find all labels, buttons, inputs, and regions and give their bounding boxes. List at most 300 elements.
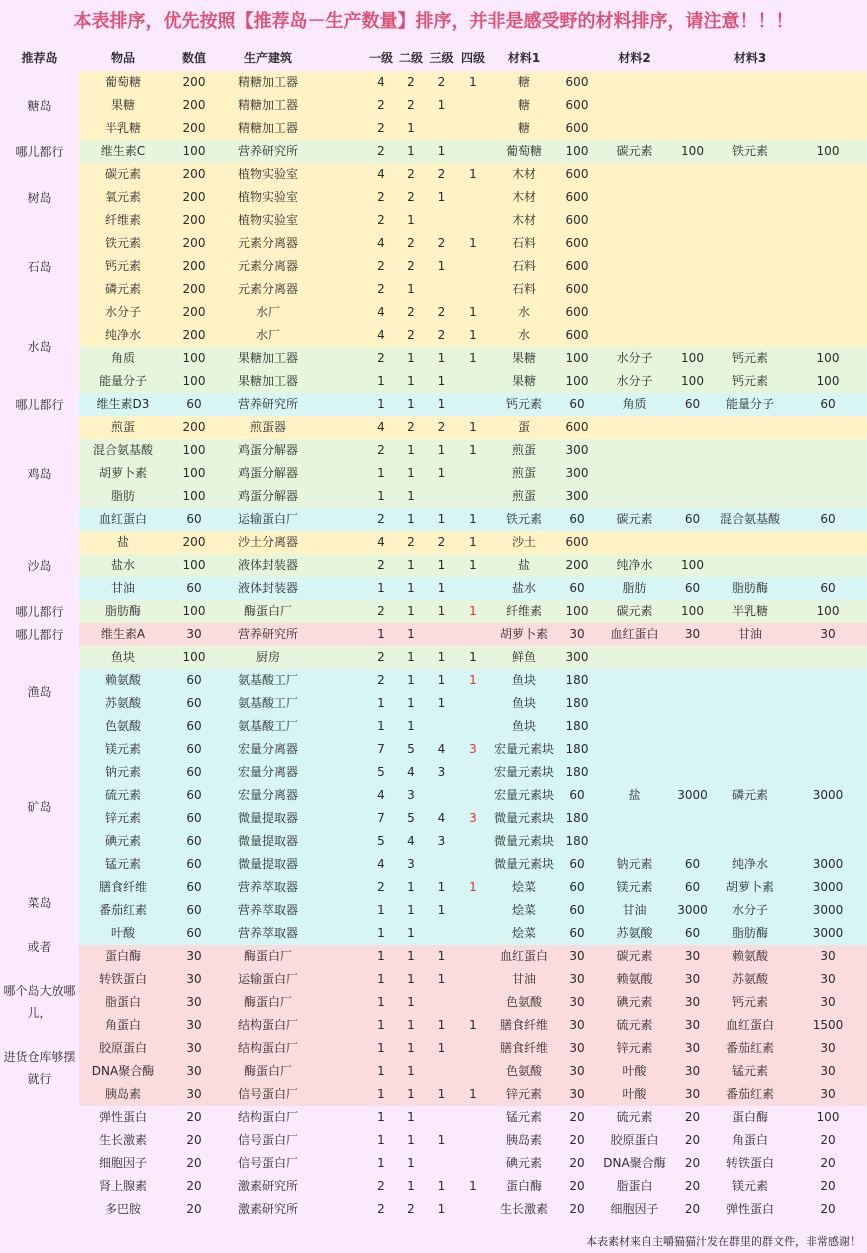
table-cell: 30	[674, 945, 711, 968]
table-cell	[315, 1083, 366, 1106]
table-cell: 纯净水	[595, 554, 674, 577]
table-cell: 2	[366, 209, 396, 232]
table-cell: 1	[396, 1060, 426, 1083]
table-cell: 1	[396, 393, 426, 416]
table-cell: 弹性蛋白	[79, 1106, 167, 1129]
table-cell	[789, 830, 867, 853]
table-cell: 20	[167, 1106, 221, 1129]
table-cell: 100	[167, 462, 221, 485]
table-cell: 4	[366, 784, 396, 807]
table-cell: 角蛋白	[711, 1129, 789, 1152]
table-cell: 钠元素	[595, 853, 674, 876]
table-cell: 3000	[789, 876, 867, 899]
table-cell	[315, 209, 366, 232]
table-cell: 1	[457, 600, 489, 623]
table-cell: 600	[559, 278, 595, 301]
table-cell: 碘元素	[595, 991, 674, 1014]
table-row	[0, 255, 867, 278]
table-cell	[595, 209, 674, 232]
table-cell: 1	[457, 163, 489, 186]
table-cell: 石料	[489, 278, 559, 301]
table-cell: 信号蛋白厂	[221, 1152, 315, 1175]
table-cell	[711, 232, 789, 255]
table-cell: 元素分离器	[221, 255, 315, 278]
table-cell: 1	[426, 1083, 457, 1106]
table-cell	[457, 186, 489, 209]
table-cell	[674, 439, 711, 462]
table-cell: 角蛋白	[79, 1014, 167, 1037]
table-cell: 100	[674, 600, 711, 623]
table-cell: 100	[559, 140, 595, 163]
table-cell: 4	[396, 761, 426, 784]
table-cell	[674, 255, 711, 278]
island-cell: 沙岛	[0, 531, 79, 600]
table-cell: 30	[559, 991, 595, 1014]
table-cell	[789, 692, 867, 715]
table-cell: 糖	[489, 71, 559, 94]
table-cell: 混合氨基酸	[79, 439, 167, 462]
table-cell: 1	[426, 600, 457, 623]
table-cell: 20	[559, 1175, 595, 1198]
table-cell	[315, 853, 366, 876]
table-cell	[711, 485, 789, 508]
table-cell: 180	[559, 761, 595, 784]
table-cell: 4	[396, 830, 426, 853]
table-cell: 1	[426, 577, 457, 600]
table-cell	[457, 370, 489, 393]
table-cell: 混合氨基酸	[711, 508, 789, 531]
table-cell	[315, 761, 366, 784]
table-cell: 木材	[489, 186, 559, 209]
table-cell: 果糖	[489, 347, 559, 370]
table-cell: 木材	[489, 209, 559, 232]
table-cell	[711, 94, 789, 117]
table-row	[0, 94, 867, 117]
table-row	[0, 715, 867, 738]
table-cell: 膳食纤维	[489, 1014, 559, 1037]
table-cell: 苏氨酸	[711, 968, 789, 991]
table-cell: 氨基酸工厂	[221, 692, 315, 715]
table-cell: 3	[396, 853, 426, 876]
table-cell: 30	[559, 968, 595, 991]
table-cell: 200	[167, 186, 221, 209]
table-cell	[315, 1014, 366, 1037]
table-cell: 胶原蛋白	[595, 1129, 674, 1152]
table-cell: 甘油	[711, 623, 789, 646]
table-cell: 甘油	[79, 577, 167, 600]
table-cell: 1	[396, 1129, 426, 1152]
table-cell: 脂肪	[595, 577, 674, 600]
table-cell	[315, 807, 366, 830]
table-cell	[789, 324, 867, 347]
table-cell: 1	[366, 1152, 396, 1175]
table-cell: 能量分子	[79, 370, 167, 393]
table-cell	[711, 186, 789, 209]
table-cell	[315, 692, 366, 715]
table-cell: 2	[396, 324, 426, 347]
table-cell	[595, 163, 674, 186]
island-cell: 鸡岛	[0, 416, 79, 531]
table-cell	[457, 1129, 489, 1152]
table-row	[0, 71, 867, 94]
table-cell: 30	[167, 945, 221, 968]
table-cell: 宏量分离器	[221, 761, 315, 784]
table-cell: 肾上腺素	[79, 1175, 167, 1198]
table-cell: 铁元素	[489, 508, 559, 531]
table-cell: 30	[674, 1083, 711, 1106]
table-row	[0, 232, 867, 255]
table-cell: 钙元素	[489, 393, 559, 416]
table-cell: 营养萃取器	[221, 922, 315, 945]
table-cell: 1	[396, 692, 426, 715]
table-cell: 鱼块	[79, 646, 167, 669]
table-cell: 100	[674, 140, 711, 163]
table-cell: 苏氨酸	[79, 692, 167, 715]
table-cell	[315, 439, 366, 462]
table-cell: 硫元素	[595, 1014, 674, 1037]
table-cell	[595, 301, 674, 324]
table-row	[0, 623, 867, 646]
table-cell: 水分子	[79, 301, 167, 324]
table-cell: 1	[426, 393, 457, 416]
table-cell: 1	[366, 462, 396, 485]
table-cell: 胡萝卜素	[79, 462, 167, 485]
table-cell: 1	[366, 1037, 396, 1060]
table-cell	[595, 669, 674, 692]
table-row	[0, 1014, 867, 1037]
table-cell: 100	[559, 600, 595, 623]
table-cell: 镁元素	[79, 738, 167, 761]
table-cell	[315, 347, 366, 370]
table-cell	[457, 1106, 489, 1129]
table-cell: 结构蛋白厂	[221, 1037, 315, 1060]
table-cell: 30	[167, 623, 221, 646]
table-cell: 钙元素	[711, 347, 789, 370]
table-cell: 1	[366, 577, 396, 600]
table-cell	[595, 324, 674, 347]
table-cell: 1	[426, 508, 457, 531]
table-cell: 1	[457, 232, 489, 255]
table-cell: 60	[559, 876, 595, 899]
table-cell: 1	[396, 646, 426, 669]
table-cell: 1	[426, 876, 457, 899]
table-cell: 180	[559, 738, 595, 761]
column-header: 材料3	[711, 45, 789, 71]
table-cell: 甘油	[489, 968, 559, 991]
table-cell: 20	[674, 1198, 711, 1221]
table-cell: 宏量元素块	[489, 784, 559, 807]
table-cell: 20	[167, 1175, 221, 1198]
island-cell	[0, 1106, 79, 1221]
table-cell: 1	[396, 968, 426, 991]
table-cell	[674, 232, 711, 255]
table-cell: 2	[366, 1198, 396, 1221]
table-cell: 1	[457, 876, 489, 899]
table-cell: 100	[789, 347, 867, 370]
table-cell	[315, 784, 366, 807]
table-cell: 微量元素块	[489, 853, 559, 876]
table-row	[0, 968, 867, 991]
table-cell	[789, 232, 867, 255]
table-cell: 水分子	[595, 370, 674, 393]
table-cell: 60	[167, 807, 221, 830]
table-cell: 30	[674, 623, 711, 646]
island-cell: 哪儿都行	[0, 393, 79, 416]
table-cell: 3	[457, 807, 489, 830]
table-cell	[457, 255, 489, 278]
column-header	[789, 45, 867, 71]
table-cell: 半乳糖	[711, 600, 789, 623]
table-cell: 600	[559, 324, 595, 347]
table-cell: 1	[426, 462, 457, 485]
table-cell	[426, 784, 457, 807]
table-cell: 钙元素	[711, 370, 789, 393]
table-cell	[457, 209, 489, 232]
table-cell: 30	[167, 1014, 221, 1037]
table-cell: 植物实验室	[221, 186, 315, 209]
table-cell	[674, 416, 711, 439]
table-cell: 木材	[489, 163, 559, 186]
table-cell	[711, 278, 789, 301]
table-cell: 60	[674, 393, 711, 416]
table-cell: 脂肪酶	[79, 600, 167, 623]
table-cell: 2	[396, 301, 426, 324]
table-row	[0, 117, 867, 140]
table-cell	[315, 991, 366, 1014]
table-cell: 1	[457, 531, 489, 554]
header-row	[0, 45, 867, 71]
table-cell: 1	[457, 416, 489, 439]
table-cell: 60	[674, 853, 711, 876]
table-cell: 沙土	[489, 531, 559, 554]
table-cell	[789, 715, 867, 738]
table-cell: 信号蛋白厂	[221, 1083, 315, 1106]
table-cell: 1	[457, 508, 489, 531]
table-row	[0, 1106, 867, 1129]
table-cell	[595, 439, 674, 462]
table-cell: 2	[396, 163, 426, 186]
table-cell	[789, 301, 867, 324]
table-cell	[315, 899, 366, 922]
table-cell: 精糖加工器	[221, 117, 315, 140]
table-cell: 1	[366, 1083, 396, 1106]
table-cell: 沙土分离器	[221, 531, 315, 554]
table-cell: 600	[559, 94, 595, 117]
table-cell: 盐水	[79, 554, 167, 577]
table-cell	[674, 485, 711, 508]
table-cell	[315, 1106, 366, 1129]
table-cell: 酶蛋白厂	[221, 1060, 315, 1083]
table-cell	[674, 324, 711, 347]
table-cell	[711, 462, 789, 485]
table-cell: 1	[457, 1175, 489, 1198]
table-cell: 180	[559, 715, 595, 738]
table-cell: 运输蛋白厂	[221, 508, 315, 531]
table-cell: 钙元素	[79, 255, 167, 278]
table-cell: 4	[366, 416, 396, 439]
table-row	[0, 577, 867, 600]
table-cell: 100	[789, 1106, 867, 1129]
table-cell: 30	[789, 1060, 867, 1083]
table-cell: 1	[457, 324, 489, 347]
table-cell: 600	[559, 416, 595, 439]
table-cell: 1	[366, 922, 396, 945]
table-cell: 锰元素	[489, 1106, 559, 1129]
table-cell: 30	[559, 1037, 595, 1060]
table-cell: 200	[167, 209, 221, 232]
table-row	[0, 439, 867, 462]
table-cell: 酶蛋白厂	[221, 600, 315, 623]
table-cell	[674, 278, 711, 301]
table-cell	[711, 761, 789, 784]
table-cell: 维生素A	[79, 623, 167, 646]
table-cell: 200	[167, 531, 221, 554]
table-cell: 锌元素	[489, 1083, 559, 1106]
table-cell: 30	[674, 1037, 711, 1060]
table-cell: 30	[789, 991, 867, 1014]
table-cell: 60	[674, 922, 711, 945]
island-cell: 菜岛 或者 哪个岛大放哪儿， 进货仓库够摆就行	[0, 876, 79, 1106]
table-cell: 1	[396, 554, 426, 577]
table-cell: 5	[366, 761, 396, 784]
table-cell: 激素研究所	[221, 1175, 315, 1198]
table-cell: 1	[426, 1129, 457, 1152]
table-cell: 锰元素	[79, 853, 167, 876]
table-cell	[711, 531, 789, 554]
table-cell: 1	[396, 945, 426, 968]
table-cell: 纤维素	[79, 209, 167, 232]
table-cell: 2	[396, 232, 426, 255]
table-cell: 200	[167, 324, 221, 347]
table-cell: 氧元素	[79, 186, 167, 209]
table-cell: 2	[366, 94, 396, 117]
table-cell: 20	[789, 1175, 867, 1198]
column-header	[315, 45, 366, 71]
table-cell	[789, 646, 867, 669]
table-cell: 2	[396, 416, 426, 439]
table-cell: 1	[366, 945, 396, 968]
table-cell	[595, 94, 674, 117]
table-cell: 60	[789, 508, 867, 531]
table-cell: 烩菜	[489, 922, 559, 945]
table-cell	[457, 968, 489, 991]
table-cell: 番茄红素	[711, 1083, 789, 1106]
table-cell	[595, 278, 674, 301]
table-cell	[315, 876, 366, 899]
table-cell: 3000	[789, 784, 867, 807]
table-row	[0, 600, 867, 623]
table-cell: 果糖	[489, 370, 559, 393]
table-cell: 宏量元素块	[489, 738, 559, 761]
table-cell	[674, 301, 711, 324]
table-cell: 3000	[789, 922, 867, 945]
table-cell: 600	[559, 186, 595, 209]
table-cell: 1	[457, 669, 489, 692]
table-cell: 2	[366, 117, 396, 140]
table-cell: 1	[396, 347, 426, 370]
table-cell: 水分子	[595, 347, 674, 370]
table-cell	[711, 646, 789, 669]
table-cell	[457, 761, 489, 784]
table-cell: 鸡蛋分解器	[221, 485, 315, 508]
table-row	[0, 186, 867, 209]
table-cell: 2	[366, 876, 396, 899]
island-cell: 哪儿都行	[0, 140, 79, 163]
table-cell: 200	[167, 255, 221, 278]
table-cell: 60	[559, 853, 595, 876]
table-cell: 5	[396, 738, 426, 761]
table-cell: 4	[366, 232, 396, 255]
table-cell: 水厂	[221, 301, 315, 324]
table-cell: 200	[167, 117, 221, 140]
table-cell: 1	[366, 692, 396, 715]
table-cell: 盐水	[489, 577, 559, 600]
table-cell: 30	[559, 1083, 595, 1106]
table-cell: 600	[559, 531, 595, 554]
table-cell: 30	[167, 1083, 221, 1106]
table-cell: 营养萃取器	[221, 899, 315, 922]
table-cell: 弹性蛋白	[711, 1198, 789, 1221]
table-cell	[457, 462, 489, 485]
table-cell: 600	[559, 71, 595, 94]
table-row	[0, 278, 867, 301]
table-cell: 元素分离器	[221, 232, 315, 255]
table-row	[0, 324, 867, 347]
table-cell: 60	[674, 876, 711, 899]
table-cell: 元素分离器	[221, 278, 315, 301]
table-cell	[315, 945, 366, 968]
table-cell	[457, 485, 489, 508]
table-cell	[711, 209, 789, 232]
table-cell: 60	[674, 508, 711, 531]
table-cell: 100	[167, 600, 221, 623]
table-cell	[789, 117, 867, 140]
table-cell: 葡萄糖	[489, 140, 559, 163]
table-cell: 胶原蛋白	[79, 1037, 167, 1060]
table-cell: 激素研究所	[221, 1198, 315, 1221]
column-header: 三级	[426, 45, 457, 71]
table-cell: 1	[396, 1106, 426, 1129]
table-cell: 1500	[789, 1014, 867, 1037]
table-cell: 多巴胺	[79, 1198, 167, 1221]
table-cell: 2	[366, 439, 396, 462]
table-cell: 20	[559, 1152, 595, 1175]
table-cell	[315, 577, 366, 600]
table-cell	[315, 968, 366, 991]
table-cell: 4	[426, 738, 457, 761]
table-row	[0, 370, 867, 393]
column-header: 材料2	[595, 45, 674, 71]
table-cell	[426, 485, 457, 508]
table-cell	[789, 761, 867, 784]
table-cell: DNA聚合酶	[595, 1152, 674, 1175]
table-cell: 1	[396, 278, 426, 301]
table-cell: 60	[167, 784, 221, 807]
table-cell: 30	[789, 1083, 867, 1106]
table-cell	[674, 715, 711, 738]
table-cell: 角质	[595, 393, 674, 416]
table-cell: 1	[366, 968, 396, 991]
table-cell: 2	[366, 600, 396, 623]
table-cell: 结构蛋白厂	[221, 1014, 315, 1037]
column-header: 数值	[167, 45, 221, 71]
table-cell: 碳元素	[595, 508, 674, 531]
table-cell: 5	[366, 830, 396, 853]
table-cell: 1	[396, 922, 426, 945]
table-cell: 磷元素	[79, 278, 167, 301]
table-cell: 30	[789, 623, 867, 646]
table-cell: 酶蛋白厂	[221, 991, 315, 1014]
